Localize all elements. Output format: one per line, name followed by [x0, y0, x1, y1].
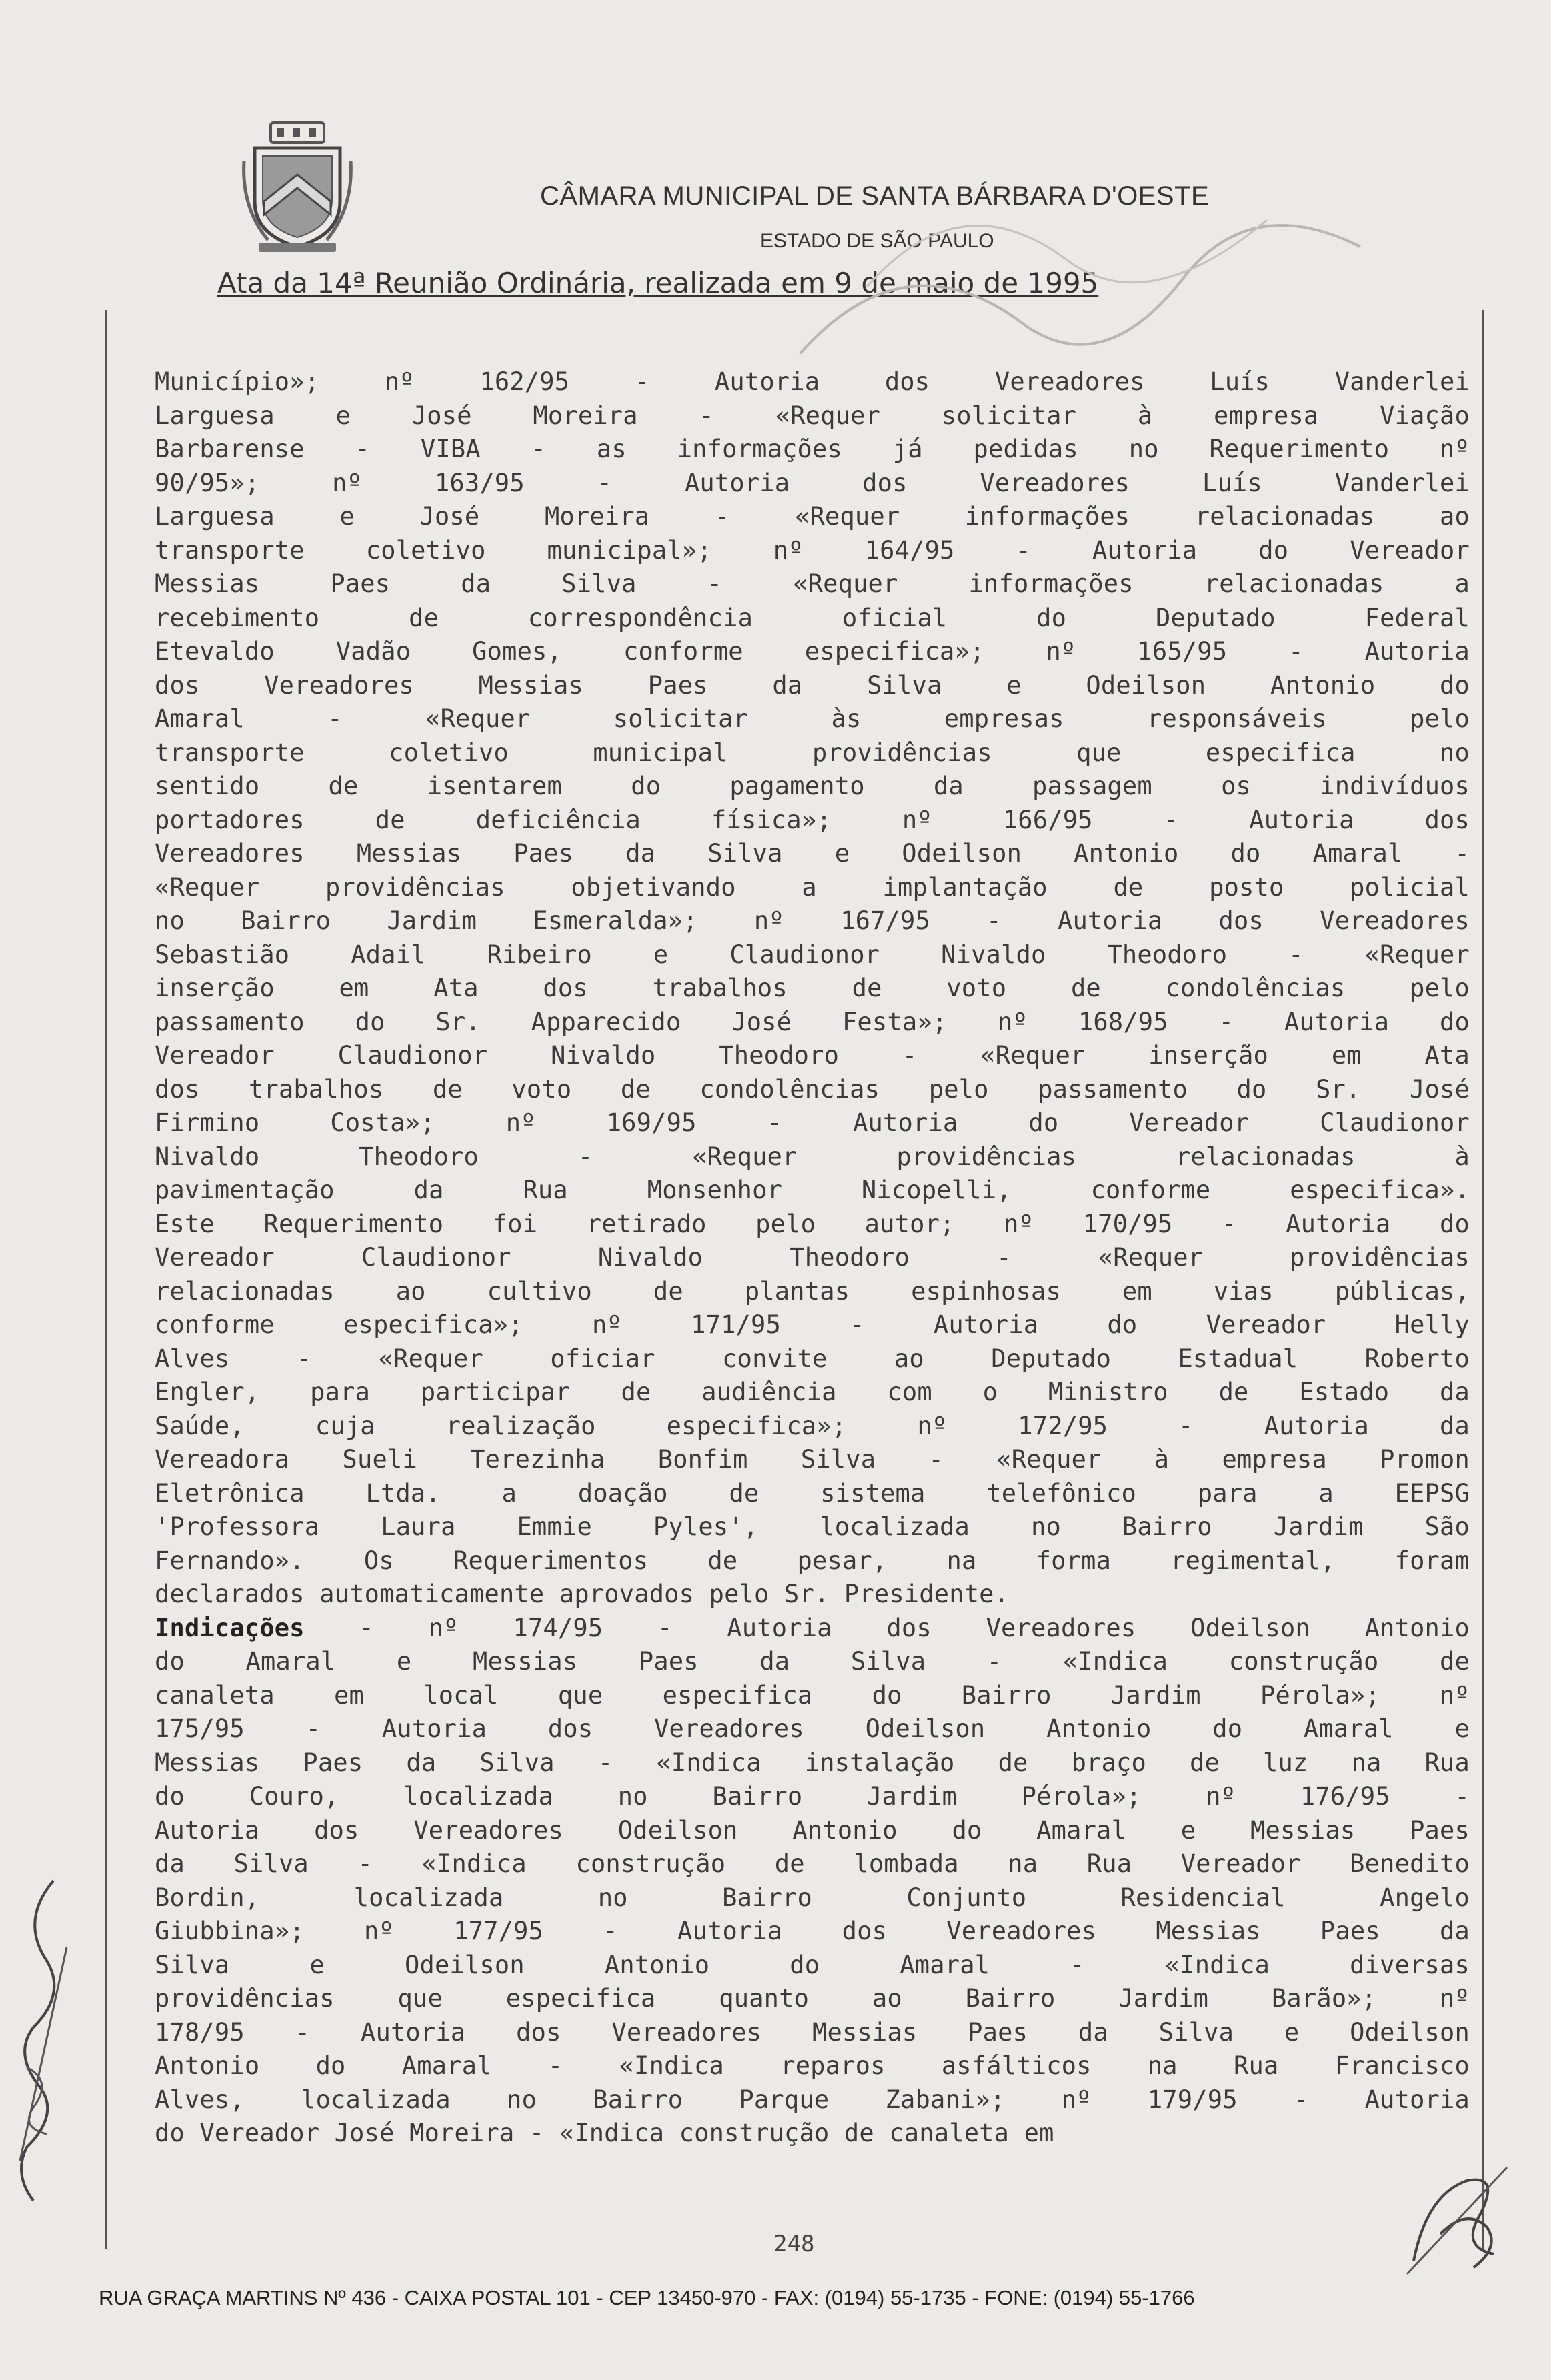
- body-line: Firmino Costa»; nº 169/95 - Autoria do Vereador Claudionor: [155, 1108, 1470, 1137]
- body-line: canaleta em local que especifica do Bairro Jardim Pérola»; nº: [155, 1680, 1470, 1710]
- body-line: Sebastião Adail Ribeiro e Claudionor Nivaldo Theodoro - «Requer: [155, 940, 1470, 969]
- body-line: Silva e Odeilson Antonio do Amaral - «Indica diversas: [155, 1950, 1470, 1979]
- left-margin-rule: [105, 310, 107, 2249]
- body-line: Eletrônica Ltda. a doação de sistema telefônico para a EEPSG: [155, 1478, 1470, 1508]
- body-line: Antonio do Amaral - «Indica reparos asfálticos na Rua Francisco: [155, 2051, 1470, 2080]
- body-line: Bordin, localizada no Bairro Conjunto Residencial Angelo: [155, 1883, 1470, 1912]
- body-line: Messias Paes da Silva - «Requer informações relacionadas a: [155, 569, 1470, 598]
- body-line: «Requer providências objetivando a implantação de posto policial: [155, 872, 1470, 902]
- body-line: Autoria dos Vereadores Odeilson Antonio do Amaral e Messias Paes: [155, 1815, 1470, 1845]
- municipal-crest-icon: [241, 121, 353, 255]
- body-line: Saúde, cuja realização especifica»; nº 172/95 - Autoria da: [155, 1411, 1470, 1440]
- body-line: inserção em Ata dos trabalhos de voto de condolências pelo: [155, 974, 1470, 1002]
- body-line: sentido de isentarem do pagamento da passagem os indivíduos: [155, 772, 1470, 800]
- body-line-text: - nº 174/95 - Autoria dos Vereadores Odeilson Antonio: [359, 1613, 1470, 1642]
- body-line: pavimentação da Rua Monsenhor Nicopelli, conforme especifica».: [155, 1176, 1470, 1204]
- body-line: Vereador Claudionor Nivaldo Theodoro - «Requer providências: [155, 1243, 1470, 1272]
- institution-name: CÂMARA MUNICIPAL DE SANTA BÁRBARA D'OESTE: [540, 181, 1210, 211]
- body-line: conforme especifica»; nº 171/95 - Autoria do Vereador Helly: [155, 1310, 1470, 1339]
- footer-address: RUA GRAÇA MARTINS Nº 436 - CAIXA POSTAL 101 - CEP 13450-970 - FAX: (0194) 55-1735 - FONE: (0194) 55-1766: [99, 2286, 1195, 2309]
- body-line-indicacoes: [155, 1612, 1470, 1646]
- body-line: providências que especifica quanto ao Bairro Jardim Barão»; nº: [155, 1984, 1470, 2013]
- body-line: portadores de deficiência física»; nº 166/95 - Autoria dos: [155, 805, 1470, 834]
- minutes-title: Ata da 14ª Reunião Ordinária, realizada em 9 de maio de 1995: [217, 267, 1099, 299]
- body-line: no Bairro Jardim Esmeralda»; nº 167/95 - Autoria dos Vereadores: [155, 906, 1470, 935]
- page-number: 248: [773, 2231, 815, 2257]
- body-line: dos Vereadores Messias Paes da Silva e Odeilson Antonio do: [155, 670, 1470, 700]
- left-margin-signature-icon: [7, 1867, 80, 2214]
- body-line: Giubbina»; nº 177/95 - Autoria dos Vereadores Messias Paes da: [155, 1917, 1470, 1945]
- body-line: do Amaral e Messias Paes da Silva - «Indica construção de: [155, 1647, 1470, 1676]
- bottom-right-initials-icon: [1400, 2154, 1514, 2281]
- body-line: do Couro, localizada no Bairro Jardim Pérola»; nº 176/95 -: [155, 1782, 1470, 1811]
- body-line: relacionadas ao cultivo de plantas espinhosas em vias públicas,: [155, 1276, 1470, 1306]
- body-line: Vereadora Sueli Terezinha Bonfim Silva - «Requer à empresa Promon: [155, 1445, 1470, 1474]
- body-line: Fernando». Os Requerimentos de pesar, na forma regimental, foram: [155, 1546, 1470, 1575]
- body-line: declarados automaticamente aprovados pelo Sr. Presidente.: [155, 1580, 1010, 1608]
- body-line: Este Requerimento foi retirado pelo autor; nº 170/95 - Autoria do: [155, 1209, 1470, 1238]
- body-line: da Silva - «Indica construção de lombada na Rua Vereador Benedito: [155, 1849, 1470, 1878]
- body-line: Nivaldo Theodoro - «Requer providências relacionadas à: [155, 1142, 1470, 1171]
- right-margin-rule: [1482, 310, 1484, 2249]
- body-line: 175/95 - Autoria dos Vereadores Odeilson Antonio do Amaral e: [155, 1714, 1470, 1743]
- body-line: transporte coletivo municipal providências que especifica no: [155, 738, 1470, 767]
- minutes-body: [155, 365, 1470, 2179]
- body-line: do Vereador José Moreira - «Indica construção de canaleta em: [155, 2119, 1054, 2147]
- body-line: transporte coletivo municipal»; nº 164/95 - Autoria do Vereador: [155, 535, 1470, 565]
- body-line: dos trabalhos de voto de condolências pelo passamento do Sr. José: [155, 1074, 1470, 1104]
- body-line: Barbarense - VIBA - as informações já pedidas no Requerimento nº: [155, 435, 1470, 463]
- body-line: Alves - «Requer oficiar convite ao Deputado Estadual Roberto: [155, 1344, 1470, 1373]
- section-label-indicacoes: Indicações: [155, 1613, 305, 1642]
- body-line: 178/95 - Autoria dos Vereadores Messias Paes da Silva e Odeilson: [155, 2017, 1470, 2047]
- body-line: Etevaldo Vadão Gomes, conforme especifica»; nº 165/95 - Autoria: [155, 637, 1470, 666]
- body-line: recebimento de correspondência oficial do Deputado Federal: [155, 603, 1470, 632]
- body-line: Vereador Claudionor Nivaldo Theodoro - «Requer inserção em Ata: [155, 1041, 1470, 1070]
- body-line: 'Professora Laura Emmie Pyles', localizada no Bairro Jardim São: [155, 1512, 1470, 1541]
- body-line: Messias Paes da Silva - «Indica instalação de braço de luz na Rua: [155, 1748, 1470, 1777]
- body-line: Amaral - «Requer solicitar às empresas responsáveis pelo: [155, 704, 1470, 733]
- body-line: Engler, para participar de audiência com o Ministro de Estado da: [155, 1378, 1470, 1406]
- body-line: Larguesa e José Moreira - «Requer informações relacionadas ao: [155, 502, 1470, 531]
- state-name: ESTADO DE SÃO PAULO: [760, 230, 994, 252]
- body-line: passamento do Sr. Apparecido José Festa»; nº 168/95 - Autoria do: [155, 1007, 1470, 1036]
- body-line: Município»; nº 162/95 - Autoria dos Vereadores Luís Vanderlei: [155, 367, 1470, 396]
- faint-background-signature-icon: [787, 153, 1387, 407]
- body-line: Vereadores Messias Paes da Silva e Odeilson Antonio do Amaral -: [155, 839, 1470, 868]
- body-line: Alves, localizada no Bairro Parque Zabani»; nº 179/95 - Autoria: [155, 2085, 1470, 2114]
- body-line: 90/95»; nº 163/95 - Autoria dos Vereadores Luís Vanderlei: [155, 468, 1470, 497]
- body-line: Larguesa e José Moreira - «Requer solicitar à empresa Viação: [155, 401, 1470, 430]
